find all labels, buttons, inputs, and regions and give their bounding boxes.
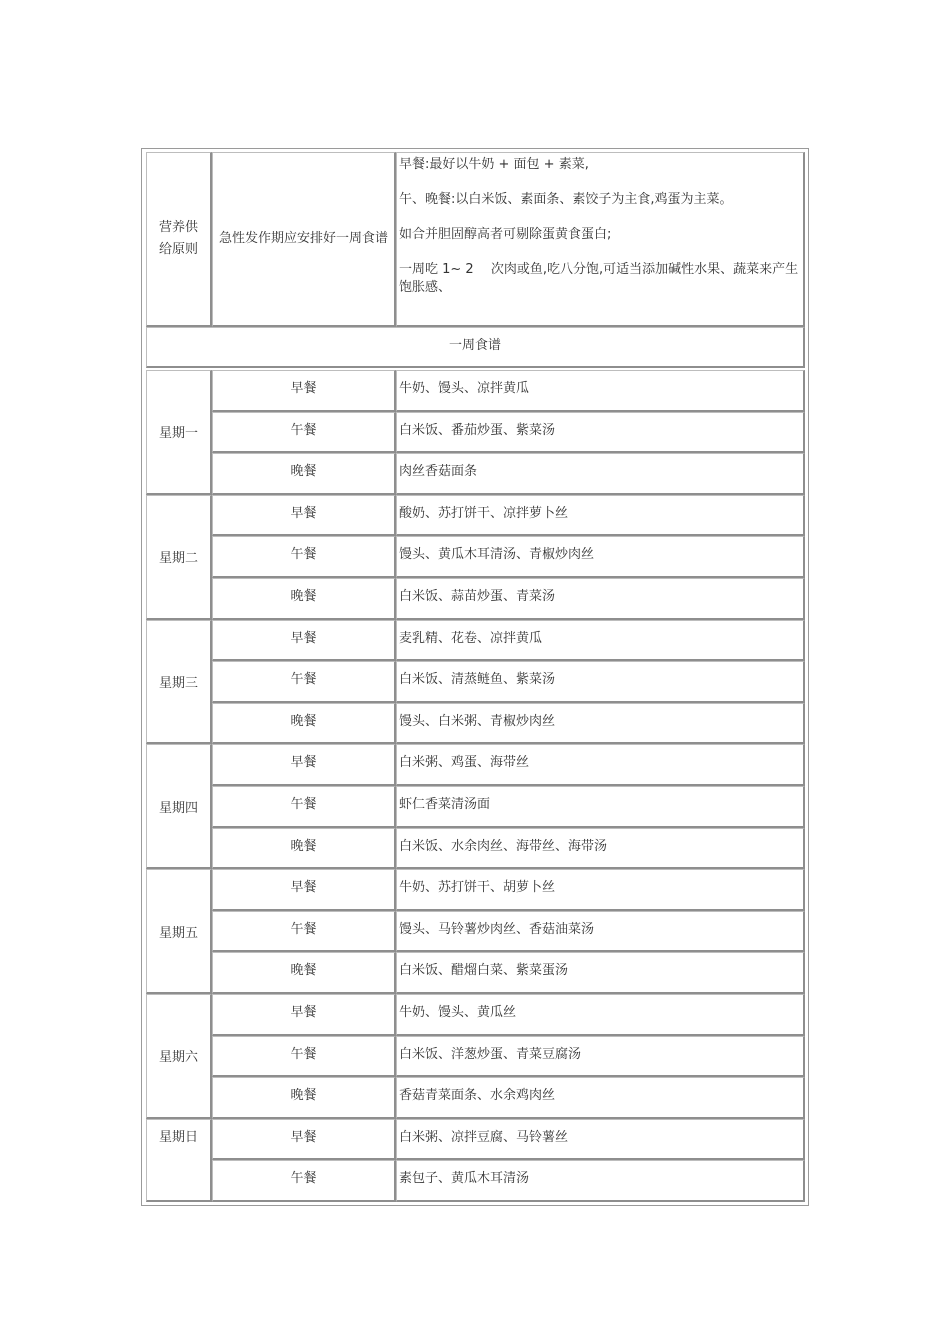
meal-label: 早餐 xyxy=(212,620,396,662)
meal-label: 午餐 xyxy=(212,1036,396,1078)
day-label: 星期二 xyxy=(146,495,212,620)
meal-label: 晚餐 xyxy=(212,453,396,495)
meal-label: 早餐 xyxy=(212,869,396,911)
meal-food: 白米饭、蒜苗炒蛋、青菜汤 xyxy=(396,578,805,620)
meal-label: 早餐 xyxy=(212,744,396,786)
meal-food: 白米粥、凉拌豆腐、马铃薯丝 xyxy=(396,1119,805,1161)
meal-label: 晚餐 xyxy=(212,578,396,620)
meal-label: 早餐 xyxy=(212,370,396,412)
meal-food: 素包子、黄瓜木耳清汤 xyxy=(396,1160,805,1202)
meal-food: 白米饭、水余肉丝、海带丝、海带汤 xyxy=(396,828,805,870)
meal-food: 馒头、马铃薯炒肉丝、香菇油菜汤 xyxy=(396,911,805,953)
day-label: 星期四 xyxy=(146,744,212,869)
day-label: 星期一 xyxy=(146,370,212,495)
day-label: 星期三 xyxy=(146,620,212,745)
meal-label: 晚餐 xyxy=(212,828,396,870)
meal-label: 午餐 xyxy=(212,1160,396,1202)
week-menu-title: 一周食谱 xyxy=(146,327,805,368)
meal-label: 午餐 xyxy=(212,661,396,703)
meal-food: 白米粥、鸡蛋、海带丝 xyxy=(396,744,805,786)
meal-label: 晚餐 xyxy=(212,1077,396,1119)
day-label: 星期五 xyxy=(146,869,212,994)
meal-label: 晚餐 xyxy=(212,703,396,745)
principle-line: 午、晚餐:以白米饭、素面条、素饺子为主食,鸡蛋为主菜。 xyxy=(399,192,733,207)
meal-label: 早餐 xyxy=(212,495,396,537)
meal-food: 麦乳精、花卷、凉拌黄瓜 xyxy=(396,620,805,662)
meal-food: 牛奶、馒头、凉拌黄瓜 xyxy=(396,370,805,412)
principle-line: 早餐:最好以牛奶 + 面包 + 素菜, xyxy=(399,157,589,172)
principle-line: 如合并胆固醇高者可剔除蛋黄食蛋白; xyxy=(399,227,612,242)
meal-label: 早餐 xyxy=(212,1119,396,1161)
meal-label: 早餐 xyxy=(212,994,396,1036)
meal-food: 白米饭、洋葱炒蛋、青菜豆腐汤 xyxy=(396,1036,805,1078)
day-label: 星期六 xyxy=(146,994,212,1119)
meal-food: 白米饭、清蒸鲢鱼、紫菜汤 xyxy=(396,661,805,703)
meal-food: 馒头、黄瓜木耳清汤、青椒炒肉丝 xyxy=(396,536,805,578)
meal-food: 白米饭、番茄炒蛋、紫菜汤 xyxy=(396,412,805,454)
meal-food: 白米饭、醋熘白菜、紫菜蛋汤 xyxy=(396,952,805,994)
meal-label: 午餐 xyxy=(212,786,396,828)
principle-label: 营养供给原则 xyxy=(146,152,212,327)
meal-label: 午餐 xyxy=(212,911,396,953)
day-label: 星期日 xyxy=(146,1119,212,1202)
meal-label: 午餐 xyxy=(212,536,396,578)
meal-food: 香菇青菜面条、水余鸡肉丝 xyxy=(396,1077,805,1119)
principle-line: 一周吃 1~ 2 次肉或鱼,吃八分饱,可适当添加碱性水果、蔬菜来产生饱胀感、 xyxy=(399,262,799,295)
principle-lines xyxy=(396,152,805,327)
meal-label: 晚餐 xyxy=(212,952,396,994)
meal-food: 牛奶、馒头、黄瓜丝 xyxy=(396,994,805,1036)
meal-food: 肉丝香菇面条 xyxy=(396,453,805,495)
meal-food: 牛奶、苏打饼干、胡萝卜丝 xyxy=(396,869,805,911)
meal-food: 馒头、白米粥、青椒炒肉丝 xyxy=(396,703,805,745)
principle-stage: 急性发作期应安排好一周食谱 xyxy=(212,152,396,327)
meal-label: 午餐 xyxy=(212,412,396,454)
meal-food: 酸奶、苏打饼干、凉拌萝卜丝 xyxy=(396,495,805,537)
meal-food: 虾仁香菜清汤面 xyxy=(396,786,805,828)
